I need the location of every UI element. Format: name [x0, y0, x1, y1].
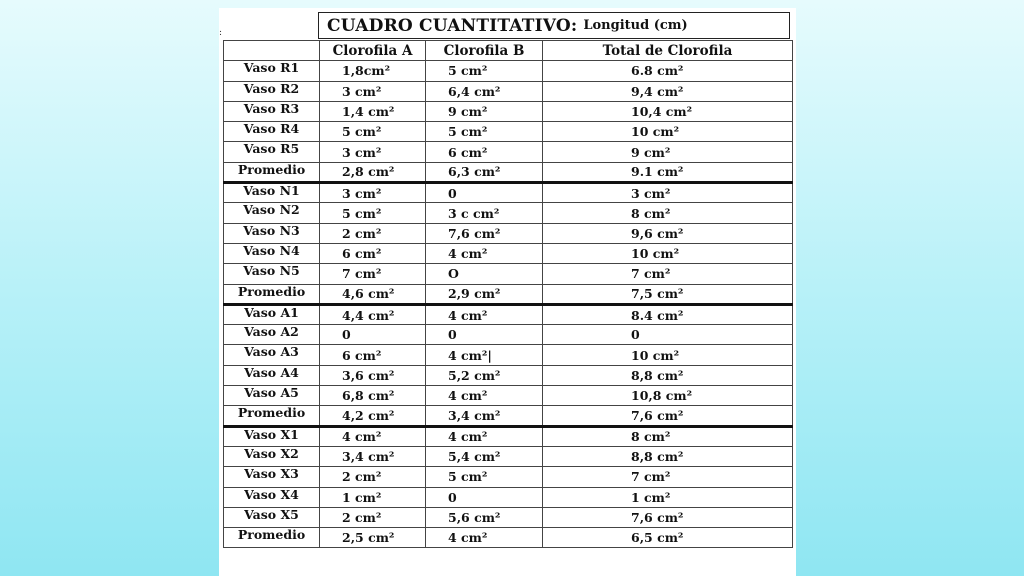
clorofila-b-cell: 4 cm² — [426, 243, 543, 263]
total-cell: 8 cm² — [543, 203, 793, 223]
clorofila-a-cell: 6 cm² — [320, 345, 426, 365]
clorofila-b-cell: 0 — [426, 487, 543, 507]
table-row — [224, 406, 793, 426]
row-label: Vaso N4 — [224, 243, 320, 263]
row-label: Vaso X2 — [224, 446, 320, 466]
clorofila-a-cell: 1,8cm² — [320, 61, 426, 81]
table-row — [224, 426, 793, 446]
clorofila-a-cell: 4,6 cm² — [320, 284, 426, 304]
row-label: Vaso A1 — [224, 304, 320, 324]
total-cell: 8 cm² — [543, 426, 793, 446]
table-row — [224, 183, 793, 203]
clorofila-b-cell: 5,6 cm² — [426, 507, 543, 527]
row-label: Vaso X4 — [224, 487, 320, 507]
total-cell: 7,6 cm² — [543, 406, 793, 426]
clorofila-a-cell: 2 cm² — [320, 223, 426, 243]
table-row — [224, 325, 793, 345]
row-label: Vaso A5 — [224, 386, 320, 406]
row-label: Vaso A3 — [224, 345, 320, 365]
clorofila-a-cell: 4 cm² — [320, 426, 426, 446]
document-sheet — [219, 8, 796, 576]
clorofila-b-cell: 4 cm²| — [426, 345, 543, 365]
total-cell: 10,4 cm² — [543, 101, 793, 121]
clorofila-a-cell: 5 cm² — [320, 122, 426, 142]
total-cell: 9,4 cm² — [543, 81, 793, 101]
table-row — [224, 142, 793, 162]
table-row — [224, 284, 793, 304]
clorofila-a-cell: 2 cm² — [320, 467, 426, 487]
clorofila-b-cell: 0 — [426, 183, 543, 203]
table-row — [224, 122, 793, 142]
table-row — [224, 446, 793, 466]
total-cell: 7 cm² — [543, 264, 793, 284]
total-cell: 10 cm² — [543, 243, 793, 263]
total-cell: 7,6 cm² — [543, 507, 793, 527]
total-cell: 3 cm² — [543, 183, 793, 203]
clorofila-b-cell: 3,4 cm² — [426, 406, 543, 426]
table-row — [224, 162, 793, 182]
header-clorofila-a: Clorofila A — [320, 41, 426, 61]
total-cell: 9,6 cm² — [543, 223, 793, 243]
clorofila-b-cell: 5,2 cm² — [426, 365, 543, 385]
header-clorofila-b: Clorofila B — [426, 41, 543, 61]
clorofila-a-cell: 3 cm² — [320, 142, 426, 162]
clorofila-a-cell: 4,4 cm² — [320, 304, 426, 324]
clorofila-b-cell: 4 cm² — [426, 528, 543, 548]
table-row — [224, 81, 793, 101]
row-label: Vaso R1 — [224, 61, 320, 81]
clorofila-b-cell: 6,3 cm² — [426, 162, 543, 182]
header-row — [224, 41, 793, 61]
clorofila-a-cell: 0 — [320, 325, 426, 345]
clorofila-a-cell: 1,4 cm² — [320, 101, 426, 121]
row-label: Promedio — [224, 284, 320, 304]
total-cell: 8,8 cm² — [543, 446, 793, 466]
row-label: Vaso N5 — [224, 264, 320, 284]
clorofila-a-cell: 2,5 cm² — [320, 528, 426, 548]
clorofila-a-cell: 1 cm² — [320, 487, 426, 507]
clorofila-a-cell: 7 cm² — [320, 264, 426, 284]
table-row — [224, 487, 793, 507]
total-cell: 8.4 cm² — [543, 304, 793, 324]
total-cell: 0 — [543, 325, 793, 345]
clorofila-b-cell: 0 — [426, 325, 543, 345]
clorofila-b-cell: 4 cm² — [426, 304, 543, 324]
total-cell: 9 cm² — [543, 142, 793, 162]
row-label: Vaso A2 — [224, 325, 320, 345]
table-row — [224, 345, 793, 365]
row-label: Promedio — [224, 528, 320, 548]
clorofila-b-cell: 6,4 cm² — [426, 81, 543, 101]
row-label: Vaso N1 — [224, 183, 320, 203]
row-label: Vaso R4 — [224, 122, 320, 142]
row-label: Vaso X3 — [224, 467, 320, 487]
row-label: Vaso R5 — [224, 142, 320, 162]
clorofila-a-cell: 2 cm² — [320, 507, 426, 527]
total-cell: 10,8 cm² — [543, 386, 793, 406]
table-row — [224, 264, 793, 284]
clorofila-a-cell: 3,6 cm² — [320, 365, 426, 385]
clorofila-b-cell: 2,9 cm² — [426, 284, 543, 304]
table-row — [224, 223, 793, 243]
clorofila-a-cell: 2,8 cm² — [320, 162, 426, 182]
clorofila-b-cell: O — [426, 264, 543, 284]
total-cell: 1 cm² — [543, 487, 793, 507]
header-empty — [224, 41, 320, 61]
table-title — [318, 12, 790, 39]
clorofila-b-cell: 5 cm² — [426, 61, 543, 81]
clorofila-b-cell: 5 cm² — [426, 122, 543, 142]
total-cell: 8,8 cm² — [543, 365, 793, 385]
row-label: Vaso N3 — [224, 223, 320, 243]
header-total: Total de Clorofila — [543, 41, 793, 61]
row-label: Promedio — [224, 406, 320, 426]
clorofila-a-cell: 3 cm² — [320, 183, 426, 203]
clorofila-b-cell: 6 cm² — [426, 142, 543, 162]
row-label: Vaso A4 — [224, 365, 320, 385]
stray-mark: : — [219, 28, 223, 38]
total-cell: 7 cm² — [543, 467, 793, 487]
clorofila-b-cell: 4 cm² — [426, 426, 543, 446]
table-row — [224, 365, 793, 385]
table-row — [224, 386, 793, 406]
total-cell: 6.8 cm² — [543, 61, 793, 81]
table-row — [224, 101, 793, 121]
clorofila-b-cell: 5 cm² — [426, 467, 543, 487]
clorofila-a-cell: 6 cm² — [320, 243, 426, 263]
clorofila-b-cell: 3 c cm² — [426, 203, 543, 223]
row-label: Vaso R2 — [224, 81, 320, 101]
clorofila-a-cell: 3 cm² — [320, 81, 426, 101]
total-cell: 10 cm² — [543, 345, 793, 365]
table-row — [224, 203, 793, 223]
row-label: Vaso X1 — [224, 426, 320, 446]
table-row — [224, 528, 793, 548]
quantitative-table — [223, 40, 793, 548]
title-units: Longitud (cm) — [583, 18, 688, 33]
total-cell: 10 cm² — [543, 122, 793, 142]
table-row — [224, 243, 793, 263]
clorofila-b-cell: 9 cm² — [426, 101, 543, 121]
total-cell: 9.1 cm² — [543, 162, 793, 182]
row-label: Vaso X5 — [224, 507, 320, 527]
table-row — [224, 507, 793, 527]
title-main: CUADRO CUANTITATIVO: — [327, 15, 578, 36]
total-cell: 7,5 cm² — [543, 284, 793, 304]
table-row — [224, 304, 793, 324]
clorofila-a-cell: 4,2 cm² — [320, 406, 426, 426]
row-label: Vaso N2 — [224, 203, 320, 223]
clorofila-a-cell: 5 cm² — [320, 203, 426, 223]
table-row — [224, 61, 793, 81]
clorofila-a-cell: 6,8 cm² — [320, 386, 426, 406]
clorofila-b-cell: 5,4 cm² — [426, 446, 543, 466]
clorofila-b-cell: 7,6 cm² — [426, 223, 543, 243]
clorofila-b-cell: 4 cm² — [426, 386, 543, 406]
row-label: Vaso R3 — [224, 101, 320, 121]
row-label: Promedio — [224, 162, 320, 182]
table-row — [224, 467, 793, 487]
clorofila-a-cell: 3,4 cm² — [320, 446, 426, 466]
total-cell: 6,5 cm² — [543, 528, 793, 548]
